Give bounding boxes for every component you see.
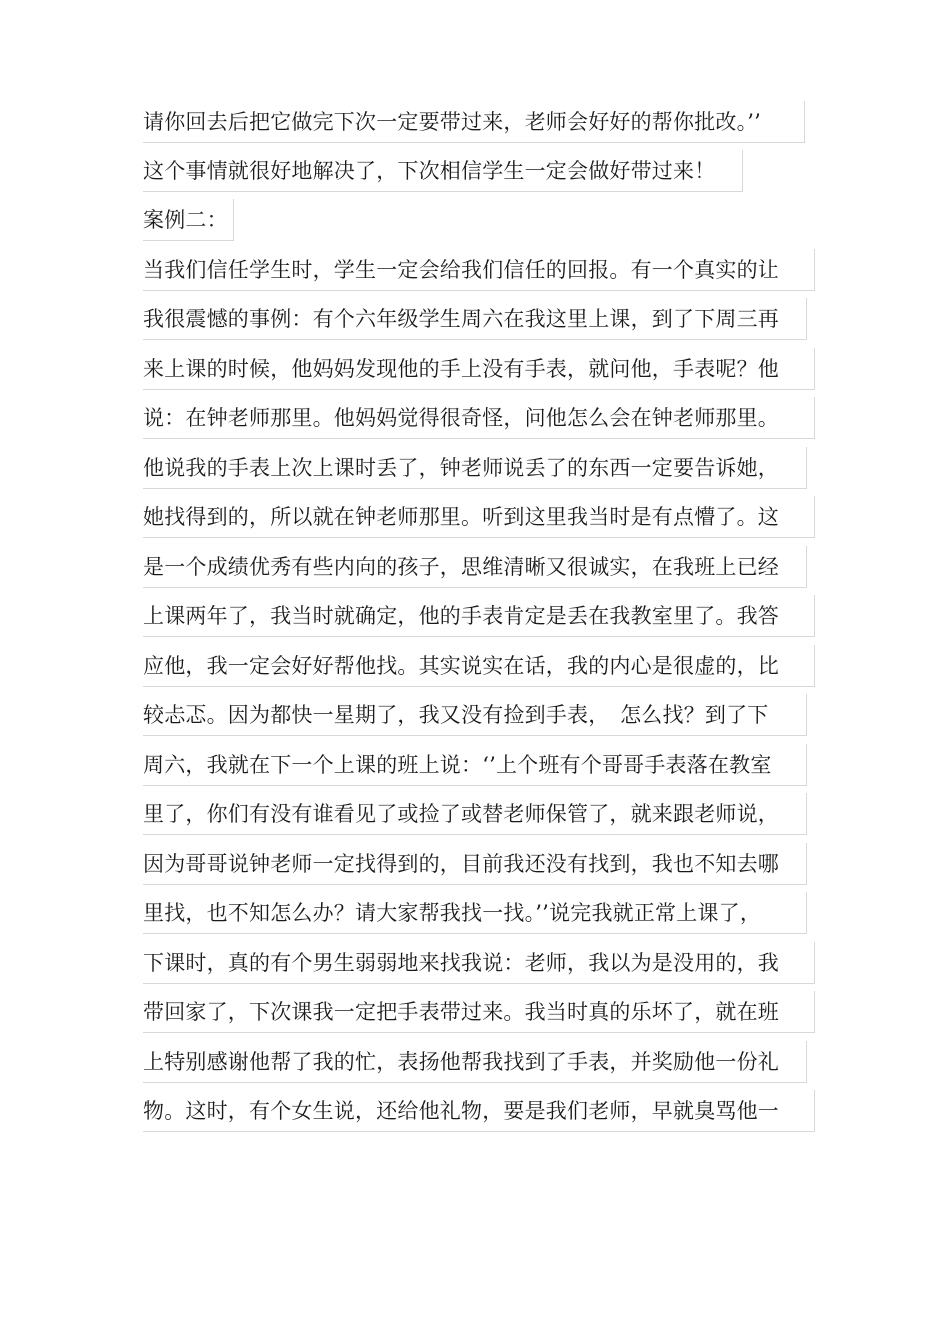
text-line-21: 物。这时，有个女生说，还给他礼物，要是我们老师，早就臭骂他一	[143, 1090, 815, 1132]
text-line-5: 我很震憾的事例：有个六年级学生周六在我这里上课，到了下周三再	[143, 298, 807, 340]
text-line-1: 请你回去后把它做完下次一定要带过来，老师会好好的帮你批改。’’	[143, 101, 805, 143]
text-line-6: 来上课的时候，他妈妈发现他的手上没有手表，就问他，手表呢？他	[143, 348, 815, 390]
text-line-7: 说：在钟老师那里。他妈妈觉得很奇怪，问他怎么会在钟老师那里。	[143, 397, 815, 439]
text-line-10: 是一个成绩优秀有些内向的孩子，思维清晰又很诚实，在我班上已经	[143, 546, 807, 588]
text-line-13: 较忐忑。因为都快一星期了，我又没有捡到手表， 怎么找？到了下	[143, 694, 807, 736]
text-line-4: 当我们信任学生时，学生一定会给我们信任的回报。有一个真实的让	[143, 249, 815, 291]
text-line-16: 因为哥哥说钟老师一定找得到的，目前我还没有找到，我也不知去哪	[143, 843, 807, 885]
text-line-14: 周六，我就在下一个上课的班上说：‘’上个班有个哥哥手表落在教室	[143, 744, 807, 786]
text-line-12: 应他，我一定会好好帮他找。其实说实在话，我的内心是很虚的，比	[143, 645, 815, 687]
text-line-18: 下课时，真的有个男生弱弱地来找我说：老师，我以为是没用的，我	[143, 942, 815, 984]
text-line-15: 里了，你们有没有谁看见了或捡了或替老师保管了，就来跟老师说，	[143, 793, 807, 835]
text-line-8: 他说我的手表上次上课时丢了，钟老师说丢了的东西一定要告诉她，	[143, 447, 807, 489]
text-line-11: 上课两年了，我当时就确定，他的手表肯定是丢在我教室里了。我答	[143, 595, 815, 637]
text-line-19: 带回家了，下次课我一定把手表带过来。我当时真的乐坏了，就在班	[143, 991, 815, 1033]
text-line-9: 她找得到的，所以就在钟老师那里。听到这里我当时是有点懵了。这	[143, 496, 815, 538]
section-heading: 案例二：	[143, 199, 234, 241]
text-line-2: 这个事情就很好地解决了，下次相信学生一定会做好带过来！	[143, 150, 743, 192]
text-line-17: 里找，也不知怎么办？请大家帮我找一找。’’说完我就正常上课了，	[143, 892, 807, 934]
text-line-20: 上特别感谢他帮了我的忙，表扬他帮我找到了手表，并奖励他一份礼	[143, 1041, 807, 1083]
